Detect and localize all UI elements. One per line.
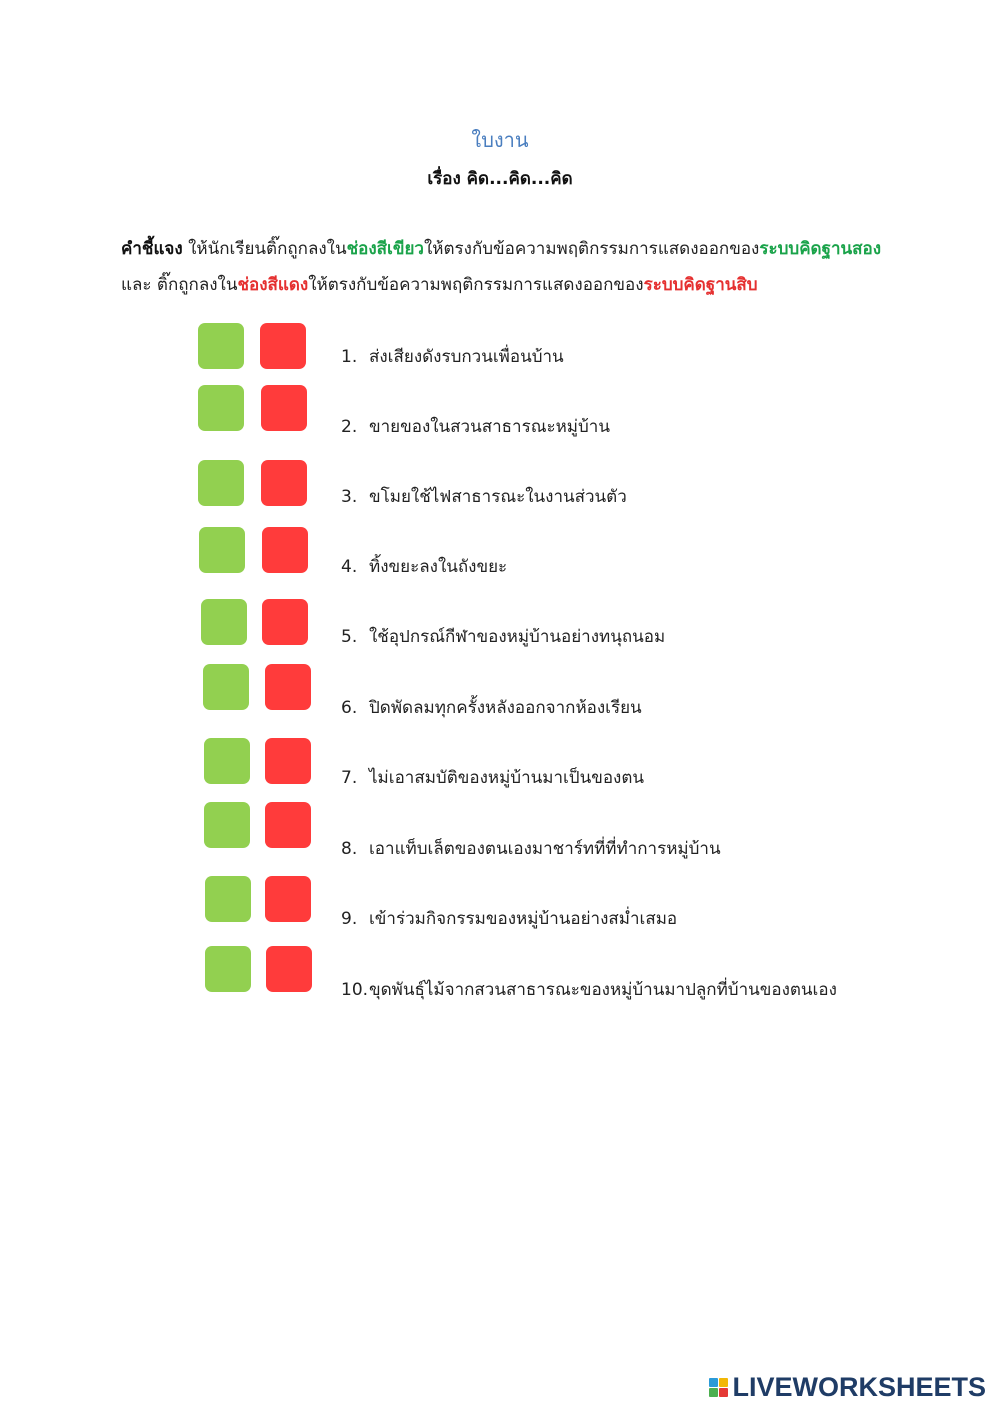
logo-icon (709, 1378, 728, 1397)
list-item (0, 802, 1000, 862)
list-item (0, 460, 1000, 520)
item-text: ปิดพัดลมทุกครั้งหลังออกจากห้องเรียน (369, 698, 642, 718)
item-label (341, 343, 564, 370)
item-number: 8. (341, 839, 358, 859)
list-item (0, 385, 1000, 445)
list-item (0, 323, 1000, 383)
item-number: 3. (341, 487, 358, 507)
instructions-label: คำชี้แจง (121, 239, 183, 259)
logo-text: LIVEWORKSHEETS (732, 1371, 986, 1402)
item-text: ไม่เอาสมบัติของหมู่บ้านมาเป็นของตน (369, 768, 645, 788)
item-label (341, 694, 642, 721)
item-number: 6. (341, 698, 358, 718)
item-label (341, 483, 627, 510)
item-number: 5. (341, 627, 358, 647)
item-label (341, 764, 644, 791)
red-checkbox[interactable] (265, 876, 311, 922)
page-title: ใบงาน (471, 128, 529, 152)
red-checkbox[interactable] (261, 460, 307, 506)
red-checkbox[interactable] (266, 946, 312, 992)
item-number: 1. (341, 347, 358, 367)
green-checkbox[interactable] (198, 323, 244, 369)
item-text: ขโมยใช้ไฟสาธารณะในงานส่วนตัว (369, 487, 627, 507)
decimal-system-term: ระบบคิดฐานสิบ (643, 275, 758, 295)
item-label (341, 835, 721, 862)
item-number: 4. (341, 557, 358, 577)
red-checkbox[interactable] (262, 599, 308, 645)
instructions-text: ให้ตรงกับข้อความพฤติกรรมการแสดงออกของ (423, 239, 760, 259)
instructions-text: ให้นักเรียนติ๊กถูกลงใน (182, 239, 347, 259)
instructions-text: ให้ตรงกับข้อความพฤติกรรมการแสดงออกของ (308, 275, 644, 295)
item-label (341, 553, 507, 580)
green-checkbox[interactable] (205, 876, 251, 922)
red-box-term: ช่องสีแดง (237, 275, 309, 295)
green-checkbox[interactable] (198, 385, 244, 431)
green-box-term: ช่องสีเขียว (346, 239, 424, 259)
binary-system-term: ระบบคิดฐานสอง (759, 239, 882, 259)
item-text: เข้าร่วมกิจกรรมของหมู่บ้านอย่างสม่ำเสมอ (369, 909, 678, 929)
green-checkbox[interactable] (205, 946, 251, 992)
page-subtitle: เรื่อง คิด...คิด...คิด (427, 169, 573, 189)
item-label (341, 413, 610, 440)
item-number: 2. (341, 417, 358, 437)
red-checkbox[interactable] (262, 527, 308, 573)
green-checkbox[interactable] (203, 664, 249, 710)
list-item (0, 527, 1000, 587)
list-item (0, 738, 1000, 798)
green-checkbox[interactable] (204, 738, 250, 784)
red-checkbox[interactable] (265, 738, 311, 784)
red-checkbox[interactable] (261, 385, 307, 431)
item-text: ขายของในสวนสาธารณะหมู่บ้าน (369, 417, 610, 437)
list-item (0, 876, 1000, 936)
green-checkbox[interactable] (201, 599, 247, 645)
item-number: 10. (341, 980, 369, 1000)
item-label (341, 623, 665, 650)
instructions-line-1 (121, 235, 921, 262)
list-item (0, 946, 1000, 1006)
item-label (341, 976, 837, 1003)
item-text: ใช้อุปกรณ์กีฬาของหมู่บ้านอย่างทนุถนอม (369, 627, 666, 647)
item-text: ทิ้งขยะลงในถังขยะ (369, 557, 508, 577)
red-checkbox[interactable] (265, 802, 311, 848)
item-label (341, 905, 677, 932)
green-checkbox[interactable] (198, 460, 244, 506)
red-checkbox[interactable] (260, 323, 306, 369)
green-checkbox[interactable] (199, 527, 245, 573)
list-item (0, 599, 1000, 659)
instructions-text: และ ติ๊กถูกลงใน (121, 275, 238, 295)
instructions-line-2 (121, 271, 921, 298)
green-checkbox[interactable] (204, 802, 250, 848)
item-number: 7. (341, 768, 358, 788)
item-text: ส่งเสียงดังรบกวนเพื่อนบ้าน (369, 347, 564, 367)
item-text: เอาแท็บเล็ตของตนเองมาชาร์ทที่ที่ทำการหมู่บ้าน (369, 839, 721, 859)
item-number: 9. (341, 909, 358, 929)
red-checkbox[interactable] (265, 664, 311, 710)
item-text: ขุดพันธุ์ไม้จากสวนสาธารณะของหมู่บ้านมาปลูกที่บ้านของตนเอง (369, 980, 837, 1000)
list-item (0, 664, 1000, 724)
liveworksheets-logo (709, 1372, 986, 1402)
